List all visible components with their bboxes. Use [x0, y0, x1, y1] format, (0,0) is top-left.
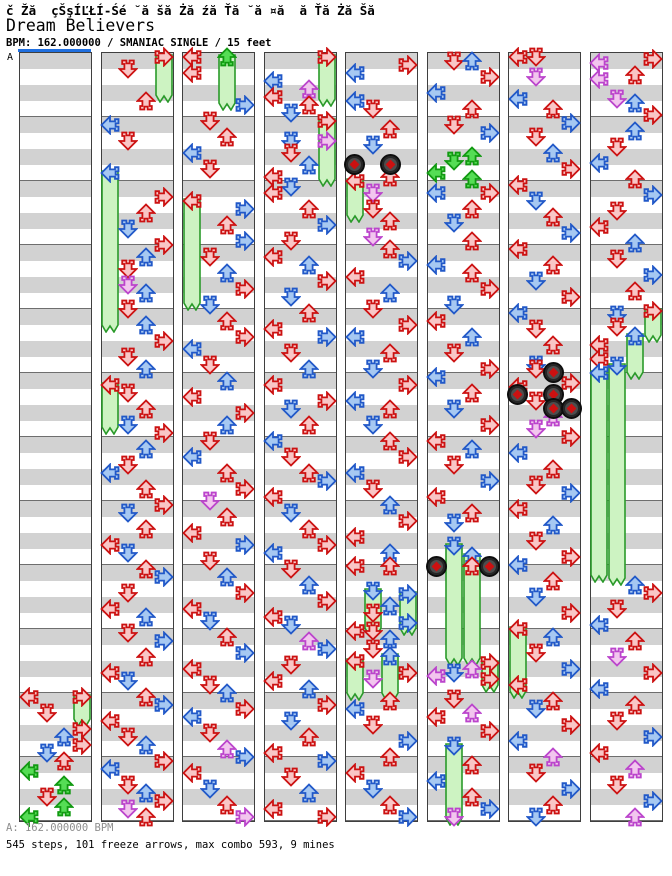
arrow-down-icon[interactable]	[444, 115, 464, 135]
arrow-left-icon[interactable]	[19, 761, 39, 781]
arrow-left-icon[interactable]	[345, 267, 365, 287]
arrow-down-icon[interactable]	[281, 655, 301, 675]
arrow-left-icon[interactable]	[263, 183, 283, 203]
mine-icon[interactable]	[479, 556, 500, 577]
mine-core	[548, 367, 558, 377]
arrow-down-icon[interactable]	[444, 295, 464, 315]
arrow-right-icon[interactable]	[561, 659, 581, 679]
arrow-down-icon[interactable]	[607, 356, 627, 376]
arrow-down-icon[interactable]	[444, 151, 464, 171]
arrow-down-icon[interactable]	[607, 775, 627, 795]
arrow-left-icon[interactable]	[345, 63, 365, 83]
mine-core	[513, 389, 523, 399]
arrow-down-icon[interactable]	[118, 583, 138, 603]
arrow-left-icon[interactable]	[508, 619, 528, 639]
arrow-left-icon[interactable]	[426, 255, 446, 275]
arrow-right-icon[interactable]	[235, 199, 255, 219]
arrow-right-icon[interactable]	[72, 687, 92, 707]
arrow-down-icon[interactable]	[363, 299, 383, 319]
arrow-up-icon[interactable]	[543, 255, 563, 275]
arrow-down-icon[interactable]	[526, 47, 546, 67]
chart-column[interactable]	[508, 52, 581, 822]
arrow-right-icon[interactable]	[398, 315, 418, 335]
arrow-left-icon[interactable]	[426, 431, 446, 451]
arrow-up-icon[interactable]	[462, 383, 482, 403]
arrow-up-icon[interactable]	[543, 691, 563, 711]
arrow-up-icon[interactable]	[136, 91, 156, 111]
arrow-up-icon[interactable]	[299, 303, 319, 323]
arrow-up-icon[interactable]	[625, 65, 645, 85]
arrow-down-icon[interactable]	[444, 513, 464, 533]
arrow-right-icon[interactable]	[480, 721, 500, 741]
arrow-right-icon[interactable]	[643, 49, 663, 69]
arrow-down-icon[interactable]	[607, 599, 627, 619]
arrow-up-icon[interactable]	[380, 747, 400, 767]
arrow-right-icon[interactable]	[317, 391, 337, 411]
mine-icon[interactable]	[344, 154, 365, 175]
arrow-left-icon[interactable]	[589, 153, 609, 173]
arrow-down-icon[interactable]	[444, 213, 464, 233]
arrow-down-icon[interactable]	[526, 699, 546, 719]
arrow-right-icon[interactable]	[72, 735, 92, 755]
arrow-left-icon[interactable]	[263, 799, 283, 819]
arrow-up-icon[interactable]	[462, 439, 482, 459]
arrow-up-icon[interactable]	[299, 415, 319, 435]
arrow-right-icon[interactable]	[643, 185, 663, 205]
arrow-up-icon[interactable]	[217, 507, 237, 527]
mine-icon[interactable]	[543, 362, 564, 383]
arrow-up-icon[interactable]	[380, 691, 400, 711]
arrow-right-icon[interactable]	[154, 423, 174, 443]
arrow-right-icon[interactable]	[235, 747, 255, 767]
arrow-right-icon[interactable]	[317, 471, 337, 491]
arrow-up-icon[interactable]	[543, 515, 563, 535]
arrow-up-icon[interactable]	[380, 556, 400, 576]
arrow-left-icon[interactable]	[589, 69, 609, 89]
arrow-right-icon[interactable]	[480, 67, 500, 87]
arrow-up-icon[interactable]	[136, 439, 156, 459]
arrow-right-icon[interactable]	[235, 231, 255, 251]
arrow-down-icon[interactable]	[526, 531, 546, 551]
arrow-down-icon[interactable]	[363, 359, 383, 379]
arrow-right-icon[interactable]	[317, 131, 337, 151]
arrow-right-icon[interactable]	[235, 279, 255, 299]
arrow-up-icon[interactable]	[136, 807, 156, 827]
arrow-up-icon[interactable]	[462, 231, 482, 251]
arrow-left-icon[interactable]	[345, 327, 365, 347]
arrow-left-icon[interactable]	[589, 217, 609, 237]
arrow-up-icon[interactable]	[380, 283, 400, 303]
arrow-right-icon[interactable]	[643, 727, 663, 747]
arrow-left-icon[interactable]	[589, 743, 609, 763]
arrow-down-icon[interactable]	[363, 715, 383, 735]
arrow-left-icon[interactable]	[508, 675, 528, 695]
arrow-left-icon[interactable]	[426, 311, 446, 331]
arrow-right-icon[interactable]	[643, 791, 663, 811]
arrow-right-icon[interactable]	[643, 105, 663, 125]
arrow-right-icon[interactable]	[317, 215, 337, 235]
arrow-right-icon[interactable]	[154, 791, 174, 811]
arrow-down-icon[interactable]	[281, 231, 301, 251]
mine-icon[interactable]	[426, 556, 447, 577]
arrow-right-icon[interactable]	[317, 751, 337, 771]
mine-icon[interactable]	[561, 398, 582, 419]
arrow-down-icon[interactable]	[526, 807, 546, 827]
mine-core	[485, 561, 495, 571]
chart-column[interactable]	[19, 52, 92, 822]
arrow-down-icon[interactable]	[118, 455, 138, 475]
arrow-right-icon[interactable]	[154, 187, 174, 207]
arrow-up-icon[interactable]	[543, 571, 563, 591]
arrow-up-icon[interactable]	[136, 359, 156, 379]
arrow-left-icon[interactable]	[589, 363, 609, 383]
arrow-right-icon[interactable]	[561, 715, 581, 735]
arrow-up-icon[interactable]	[299, 727, 319, 747]
arrow-left-icon[interactable]	[426, 367, 446, 387]
arrow-left-icon[interactable]	[182, 191, 202, 211]
mine-core	[431, 561, 441, 571]
arrow-down-icon[interactable]	[118, 415, 138, 435]
arrow-left-icon[interactable]	[426, 707, 446, 727]
arrow-up-icon[interactable]	[54, 775, 74, 795]
freeze-body[interactable]	[101, 170, 119, 333]
arrow-up-icon[interactable]	[543, 627, 563, 647]
arrow-right-icon[interactable]	[317, 327, 337, 347]
arrow-up-icon[interactable]	[217, 415, 237, 435]
arrow-up-icon[interactable]	[380, 399, 400, 419]
arrow-right-icon[interactable]	[643, 583, 663, 603]
freeze-body[interactable]	[590, 370, 608, 583]
freeze-body[interactable]	[608, 363, 626, 586]
arrow-up-icon[interactable]	[136, 607, 156, 627]
arrow-left-icon[interactable]	[508, 89, 528, 109]
arrow-left-icon[interactable]	[263, 247, 283, 267]
arrow-right-icon[interactable]	[317, 535, 337, 555]
arrow-up-icon[interactable]	[136, 519, 156, 539]
arrow-left-icon[interactable]	[263, 375, 283, 395]
mine-core	[350, 159, 360, 169]
arrow-up-icon[interactable]	[625, 631, 645, 651]
arrow-right-icon[interactable]	[398, 251, 418, 271]
arrow-right-icon[interactable]	[561, 547, 581, 567]
arrow-left-icon[interactable]	[426, 183, 446, 203]
chart-column[interactable]	[101, 52, 174, 822]
mine-core	[566, 403, 576, 413]
arrow-down-icon[interactable]	[118, 623, 138, 643]
arrow-left-icon[interactable]	[508, 443, 528, 463]
arrow-right-icon[interactable]	[398, 375, 418, 395]
arrow-up-icon[interactable]	[54, 797, 74, 817]
arrow-right-icon[interactable]	[561, 159, 581, 179]
arrow-up-icon[interactable]	[136, 283, 156, 303]
arrow-left-icon[interactable]	[100, 599, 120, 619]
arrow-left-icon[interactable]	[426, 487, 446, 507]
arrow-down-icon[interactable]	[607, 137, 627, 157]
arrow-down-icon[interactable]	[363, 669, 383, 689]
arrow-left-icon[interactable]	[426, 83, 446, 103]
arrow-down-icon[interactable]	[444, 663, 464, 683]
arrow-right-icon[interactable]	[480, 359, 500, 379]
arrow-left-icon[interactable]	[182, 523, 202, 543]
arrow-right-icon[interactable]	[154, 695, 174, 715]
arrow-right-icon[interactable]	[561, 373, 581, 393]
arrow-right-icon[interactable]	[561, 113, 581, 133]
arrow-down-icon[interactable]	[118, 131, 138, 151]
arrow-right-icon[interactable]	[561, 427, 581, 447]
arrow-up-icon[interactable]	[462, 99, 482, 119]
mine-core	[548, 403, 558, 413]
arrow-down-icon[interactable]	[444, 455, 464, 475]
arrow-right-icon[interactable]	[480, 799, 500, 819]
arrow-up-icon[interactable]	[462, 503, 482, 523]
arrow-right-icon[interactable]	[561, 779, 581, 799]
chart-column[interactable]	[590, 52, 663, 822]
mine-icon[interactable]	[380, 154, 401, 175]
encoding-title-line: č Žă çŠşÍĽŁÍ-Śé ˘ă šă Żă źă Ťă ˘ă ¤ă ă Ťă Żă Šă	[6, 3, 375, 18]
mine-icon[interactable]	[507, 384, 528, 405]
arrow-up-icon[interactable]	[299, 155, 319, 175]
chart-column[interactable]	[345, 52, 418, 822]
arrow-right-icon[interactable]	[235, 807, 255, 827]
arrow-left-icon[interactable]	[508, 731, 528, 751]
arrow-up-icon[interactable]	[625, 121, 645, 141]
arrow-left-icon[interactable]	[182, 447, 202, 467]
arrow-up-icon[interactable]	[380, 119, 400, 139]
arrow-up-icon[interactable]	[543, 459, 563, 479]
arrow-left-icon[interactable]	[508, 499, 528, 519]
arrow-right-icon[interactable]	[398, 731, 418, 751]
arrow-left-icon[interactable]	[589, 615, 609, 635]
arrow-up-icon[interactable]	[543, 747, 563, 767]
arrow-down-icon[interactable]	[607, 711, 627, 731]
arrow-right-icon[interactable]	[235, 583, 255, 603]
arrow-down-icon[interactable]	[363, 603, 383, 623]
arrow-right-icon[interactable]	[235, 403, 255, 423]
arrow-down-icon[interactable]	[526, 763, 546, 783]
arrow-down-icon[interactable]	[526, 475, 546, 495]
arrow-up-icon[interactable]	[380, 343, 400, 363]
arrow-up-icon[interactable]	[136, 247, 156, 267]
arrow-up-icon[interactable]	[136, 399, 156, 419]
arrow-left-icon[interactable]	[589, 679, 609, 699]
arrow-up-icon[interactable]	[625, 807, 645, 827]
arrow-left-icon[interactable]	[263, 743, 283, 763]
arrow-right-icon[interactable]	[317, 47, 337, 67]
arrow-right-icon[interactable]	[317, 111, 337, 131]
arrow-down-icon[interactable]	[607, 249, 627, 269]
chart-column[interactable]	[264, 52, 337, 822]
arrow-up-icon[interactable]	[625, 759, 645, 779]
arrow-right-icon[interactable]	[480, 279, 500, 299]
arrow-right-icon[interactable]	[480, 415, 500, 435]
arrow-right-icon[interactable]	[398, 55, 418, 75]
arrow-right-icon[interactable]	[235, 699, 255, 719]
arrow-down-icon[interactable]	[37, 703, 57, 723]
arrow-up-icon[interactable]	[299, 359, 319, 379]
arrow-down-icon[interactable]	[607, 201, 627, 221]
arrow-up-icon[interactable]	[462, 199, 482, 219]
arrow-left-icon[interactable]	[345, 391, 365, 411]
arrow-down-icon[interactable]	[444, 736, 464, 756]
arrow-down-icon[interactable]	[200, 431, 220, 451]
measure-marker-label: A	[7, 52, 14, 63]
arrow-right-icon[interactable]	[317, 271, 337, 291]
arrow-down-icon[interactable]	[363, 99, 383, 119]
arrow-up-icon[interactable]	[299, 783, 319, 803]
arrow-right-icon[interactable]	[154, 631, 174, 651]
arrow-right-icon[interactable]	[643, 301, 663, 321]
arrow-left-icon[interactable]	[426, 666, 446, 686]
arrow-right-icon[interactable]	[398, 663, 418, 683]
arrow-down-icon[interactable]	[526, 67, 546, 87]
arrow-up-icon[interactable]	[462, 327, 482, 347]
arrow-up-icon[interactable]	[625, 281, 645, 301]
arrow-down-icon[interactable]	[118, 59, 138, 79]
arrow-up-icon[interactable]	[543, 795, 563, 815]
arrow-left-icon[interactable]	[508, 555, 528, 575]
chart-info-line: BPM: 162.000000 / SMANIAC SINGLE / 15 feet	[6, 37, 272, 49]
arrow-right-icon[interactable]	[398, 613, 418, 633]
arrow-right-icon[interactable]	[643, 265, 663, 285]
arrow-right-icon[interactable]	[398, 807, 418, 827]
arrow-right-icon[interactable]	[317, 695, 337, 715]
arrow-right-icon[interactable]	[235, 479, 255, 499]
arrow-right-icon[interactable]	[480, 183, 500, 203]
arrow-right-icon[interactable]	[235, 643, 255, 663]
arrow-up-icon[interactable]	[217, 371, 237, 391]
arrow-right-icon[interactable]	[154, 235, 174, 255]
arrow-up-icon[interactable]	[217, 47, 237, 67]
arrow-right-icon[interactable]	[643, 663, 663, 683]
arrow-right-icon[interactable]	[235, 535, 255, 555]
arrow-right-icon[interactable]	[398, 584, 418, 604]
arrow-up-icon[interactable]	[543, 335, 563, 355]
arrow-down-icon[interactable]	[200, 159, 220, 179]
arrow-right-icon[interactable]	[480, 471, 500, 491]
arrow-up-icon[interactable]	[136, 647, 156, 667]
arrow-up-icon[interactable]	[625, 695, 645, 715]
chart-column[interactable]	[427, 52, 500, 822]
arrow-up-icon[interactable]	[462, 703, 482, 723]
footer-stats: 545 steps, 101 freeze arrows, max combo 593, 9 mines	[6, 839, 335, 851]
arrow-right-icon[interactable]	[154, 751, 174, 771]
arrow-down-icon[interactable]	[281, 103, 301, 123]
song-title: Dream Believers	[6, 16, 156, 35]
arrow-up-icon[interactable]	[462, 755, 482, 775]
arrow-left-icon[interactable]	[263, 319, 283, 339]
arrow-right-icon[interactable]	[480, 669, 500, 689]
arrow-right-icon[interactable]	[561, 603, 581, 623]
arrow-left-icon[interactable]	[345, 651, 365, 671]
arrow-right-icon[interactable]	[154, 495, 174, 515]
arrow-left-icon[interactable]	[263, 671, 283, 691]
arrow-right-icon[interactable]	[154, 567, 174, 587]
arrow-down-icon[interactable]	[363, 135, 383, 155]
freeze-body[interactable]	[445, 543, 463, 666]
arrow-up-icon[interactable]	[136, 203, 156, 223]
arrow-left-icon[interactable]	[182, 387, 202, 407]
arrow-up-icon[interactable]	[380, 211, 400, 231]
arrow-right-icon[interactable]	[317, 591, 337, 611]
arrow-left-icon[interactable]	[426, 163, 446, 183]
arrow-right-icon[interactable]	[561, 223, 581, 243]
arrow-down-icon[interactable]	[281, 177, 301, 197]
arrow-down-icon[interactable]	[118, 219, 138, 239]
arrow-down-icon[interactable]	[526, 419, 546, 439]
arrow-down-icon[interactable]	[444, 807, 464, 827]
arrow-left-icon[interactable]	[508, 239, 528, 259]
arrow-right-icon[interactable]	[317, 807, 337, 827]
arrow-left-icon[interactable]	[182, 63, 202, 83]
arrow-right-icon[interactable]	[154, 331, 174, 351]
arrow-down-icon[interactable]	[607, 647, 627, 667]
arrow-up-icon[interactable]	[217, 127, 237, 147]
arrow-up-icon[interactable]	[625, 326, 645, 346]
footer-bpm-marker: A: 162.000000 BPM	[6, 822, 114, 834]
arrow-right-icon[interactable]	[398, 511, 418, 531]
arrow-right-icon[interactable]	[398, 447, 418, 467]
arrow-right-icon[interactable]	[480, 123, 500, 143]
arrow-down-icon[interactable]	[526, 271, 546, 291]
freeze-body[interactable]	[183, 198, 201, 311]
arrow-down-icon[interactable]	[526, 643, 546, 663]
mine-core	[385, 159, 395, 169]
arrow-down-icon[interactable]	[526, 587, 546, 607]
arrow-right-icon[interactable]	[235, 327, 255, 347]
arrow-left-icon[interactable]	[345, 527, 365, 547]
arrow-down-icon[interactable]	[444, 343, 464, 363]
arrow-left-icon[interactable]	[100, 463, 120, 483]
arrow-left-icon[interactable]	[426, 771, 446, 791]
arrow-right-icon[interactable]	[317, 639, 337, 659]
arrow-down-icon[interactable]	[444, 399, 464, 419]
arrow-right-icon[interactable]	[561, 287, 581, 307]
arrow-right-icon[interactable]	[154, 47, 174, 67]
arrow-up-icon[interactable]	[54, 751, 74, 771]
arrow-up-icon[interactable]	[625, 233, 645, 253]
arrow-left-icon[interactable]	[100, 163, 120, 183]
chart-column[interactable]	[182, 52, 255, 822]
arrow-left-icon[interactable]	[345, 556, 365, 576]
arrow-right-icon[interactable]	[561, 483, 581, 503]
arrow-up-icon[interactable]	[462, 146, 482, 166]
arrow-right-icon[interactable]	[235, 95, 255, 115]
